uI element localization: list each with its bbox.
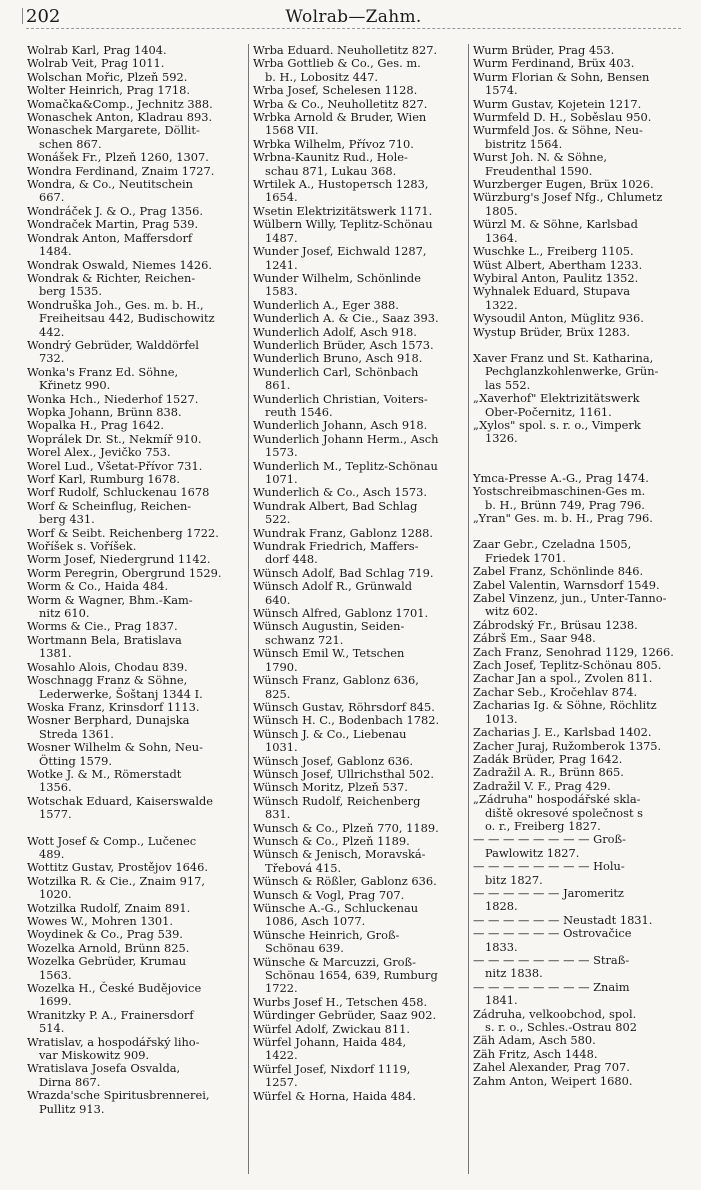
directory-entry: Zadražil A. R., Brünn 865.	[473, 765, 624, 780]
directory-entry-continuation: 1071.	[265, 472, 298, 486]
directory-entry: Wunsch & Co., Plzeň 770, 1189.	[253, 820, 439, 835]
directory-entry: Wyhnalek Eduard, Stupava	[473, 284, 630, 299]
directory-entry-continuation: Křinetz 990.	[39, 378, 111, 393]
directory-entry: Wotke J. & M., Römerstadt	[27, 766, 182, 781]
directory-entry-continuation: schen 867.	[39, 136, 102, 151]
directory-entry: — — — — — — — — Straß-	[473, 953, 630, 967]
directory-entry: Wunderlich M., Teplitz-Schönau	[253, 458, 438, 473]
directory-entry: Wüst Albert, Abertham 1233.	[473, 257, 643, 272]
directory-entry: Wunsch & Vogl, Prag 707.	[253, 887, 405, 902]
directory-entry: Wsetin Elektrizitätswerk 1171.	[253, 203, 433, 218]
directory-entry: Wondruška Joh., Ges. m. b. H.,	[27, 297, 204, 312]
directory-entry: Wrba Gottlieb & Co., Ges. m.	[253, 56, 421, 71]
column-right	[468, 44, 697, 1174]
directory-entry: Würfel & Horna, Haida 484.	[253, 1088, 417, 1103]
directory-entry: Worm & Co., Haida 484.	[27, 579, 169, 594]
directory-entry: Zaar Gebr., Czeladna 1505,	[473, 537, 632, 552]
directory-entry: Ymca-Presse A.-G., Prag 1474.	[473, 470, 649, 485]
directory-entry: „Xylos" spol. s. r. o., Vimperk	[473, 417, 641, 432]
directory-entry: Wünsch Josef, Ullrichsthal 502.	[253, 766, 435, 781]
directory-entry-continuation: nitz 1838.	[485, 966, 543, 981]
directory-entry-continuation: berg 431.	[39, 512, 95, 527]
directory-entry: Yostschreibmaschinen-Ges m.	[473, 484, 646, 499]
directory-entry-continuation: 1828.	[485, 899, 518, 914]
directory-entry: Zachar Seb., Kročehlav 874.	[473, 684, 638, 699]
directory-entry: Wundrak Friedrich, Maffers-	[253, 539, 419, 554]
directory-entry: Zacharias Ig. & Söhne, Röchlitz	[473, 698, 657, 713]
directory-entry: Wosner Berphard, Dunajska	[27, 713, 190, 728]
directory-entry: — — — — — — — — Znaim	[473, 979, 630, 994]
directory-entry-continuation: 1654.	[265, 190, 298, 205]
directory-entry: Wondra, & Co., Neutitschein	[27, 177, 194, 192]
directory-entry-continuation: Třebová 415.	[265, 860, 342, 875]
directory-entry: Wosner Wilhelm & Sohn, Neu-	[27, 740, 203, 755]
directory-entry: Wonka Hch., Niederhof 1527.	[27, 391, 199, 406]
directory-entry: Woschnagg Franz & Söhne,	[27, 673, 188, 688]
directory-entry: Zacher Juraj, Ružomberok 1375.	[473, 738, 662, 753]
directory-entry-continuation: var Miskowitz 909.	[39, 1048, 150, 1063]
directory-entry: Zádruha, velkoobchod, spol.	[473, 1006, 637, 1021]
directory-entry-continuation: 825.	[265, 686, 291, 701]
directory-entry: Wondrak Oswald, Niemes 1426.	[27, 257, 213, 272]
column-middle	[248, 44, 467, 1174]
directory-entry: Wünsch Moritz, Plzeň 537.	[253, 780, 408, 795]
directory-entry: Zach Franz, Senohrad 1129, 1266.	[473, 644, 674, 659]
directory-entry: Wrazda'sche Spiritusbrennerei,	[27, 1088, 210, 1103]
directory-entry: Woydinek & Co., Prag 539.	[27, 927, 183, 942]
directory-entry: Wünsch Adolf R., Grünwald	[253, 579, 413, 594]
directory-entry-continuation: b. H., Brünn 749, Prag 796.	[485, 497, 645, 512]
directory-entry: Würzl M. & Söhne, Karlsbad	[473, 217, 638, 232]
directory-entry-continuation: 831.	[265, 807, 291, 822]
directory-entry: — — — — — — — — Holu-	[473, 859, 625, 874]
section-gap	[473, 459, 697, 472]
directory-entry: Wülbern Willy, Teplitz-Schönau	[253, 217, 433, 232]
directory-entry-continuation: 514.	[39, 1021, 65, 1036]
directory-entry: Woska Franz, Krinsdorf 1113.	[27, 699, 200, 714]
directory-entry-continuation: 1020.	[39, 887, 72, 902]
directory-entry: Wunder Josef, Eichwald 1287,	[253, 244, 427, 259]
directory-entry-continuation: Friedek 1701.	[485, 550, 566, 565]
directory-entry: Wondrý Gebrüder, Walddörfel	[27, 337, 199, 352]
directory-entry: Wrtilek A., Hustopeтsch 1283,	[253, 177, 429, 192]
directory-entry-continuation: b. H., Lobositz 447.	[265, 69, 378, 84]
directory-entry-continuation: 1484.	[39, 244, 72, 259]
directory-entry: Wundrak Franz, Gablonz 1288.	[253, 525, 433, 540]
directory-entry: Zabel Valentin, Warnsdorf 1549.	[473, 577, 660, 592]
directory-entry: Wottitz Gustav, Prostějov 1646.	[27, 860, 208, 875]
directory-entry: Worel Alex., Jevičko 753.	[27, 445, 171, 460]
page-header	[26, 6, 681, 29]
directory-entry: Wolrab Veit, Prag 1011.	[27, 56, 165, 71]
directory-entry-continuation: 489.	[39, 846, 65, 861]
directory-entry: Wondra Ferdinand, Znaim 1727.	[27, 163, 215, 178]
directory-entry-continuation: Lederwerke, Šoštanj 1344 I.	[39, 686, 203, 701]
directory-entry: Wunderlich Bruno, Asch 918.	[253, 351, 423, 366]
directory-entry: Wopka Johann, Brünn 838.	[27, 404, 182, 419]
page-title: Wolrab—Zahm.	[285, 7, 422, 27]
directory-entry: Worf & Scheinflug, Reichen-	[27, 498, 192, 513]
directory-entry: Wünsche & Marcuzzi, Groß-	[253, 954, 416, 969]
directory-entry-continuation: 1241.	[265, 257, 298, 272]
page-number: 202	[26, 6, 61, 27]
section-gap	[27, 822, 243, 835]
directory-entry-continuation: 1356.	[39, 780, 72, 795]
directory-entry-continuation: 442.	[39, 324, 65, 339]
directory-entry: Wunder Wilhelm, Schönlinde	[253, 270, 421, 285]
directory-entry: Wolschan Mořic, Plzeň 592.	[27, 69, 188, 84]
directory-entry: Zäh Adam, Asch 580.	[473, 1033, 596, 1048]
directory-entry-continuation: schau 871, Lukau 368.	[265, 163, 397, 178]
directory-entry: Wolter Heinrich, Prag 1718.	[27, 83, 190, 98]
directory-entry: Wunderlich A., Eger 388.	[253, 297, 399, 312]
directory-entry-continuation: 861.	[265, 378, 291, 393]
directory-entry-continuation: 732.	[39, 351, 65, 366]
directory-entry: Worm & Wagner, Bhm.-Kam-	[27, 592, 193, 607]
directory-entry-continuation: Pullitz 913.	[39, 1101, 105, 1116]
directory-entry: Wotschak Eduard, Kaiserswalde	[27, 793, 213, 808]
directory-entry: Wurbs Josef H., Tetschen 458.	[253, 994, 428, 1009]
directory-entry-continuation: 1257.	[265, 1075, 298, 1090]
directory-entry-continuation: 1381.	[39, 646, 72, 661]
directory-entry: Wonášek Fr., Plzeň 1260, 1307.	[27, 150, 209, 165]
directory-entry: Zabel Vinzenz, jun., Unter-Tanno-	[473, 591, 667, 606]
directory-entry: Wuschke L., Freiberg 1105.	[473, 244, 634, 259]
directory-entry: Wurst Joh. N. & Söhne,	[473, 150, 608, 165]
directory-entry: Zabel Franz, Schönlinde 846.	[473, 564, 644, 579]
directory-entry-continuation: 1722.	[265, 981, 298, 996]
directory-entry-continuation: 1568 VII.	[265, 123, 319, 138]
directory-entry: Wrbka Wilhelm, Přívoz 710.	[253, 136, 414, 151]
directory-entry: Wunderlich Johann Herm., Asch	[253, 431, 439, 446]
directory-entry-continuation: 1790.	[265, 659, 298, 674]
directory-entry: Zadražil V. F., Prag 429.	[473, 778, 611, 793]
directory-entry: — — — — — — Jaromeritz	[473, 885, 624, 900]
directory-entry: Woříšek s. Voříšek.	[27, 539, 137, 554]
directory-entry: Wott Josef & Comp., Lučenec	[27, 833, 197, 848]
directory-entry: Wünsch Alfred, Gablonz 1701.	[253, 606, 429, 621]
directory-entry: Xaver Franz und St. Katharina,	[473, 350, 654, 365]
directory-entry: Wortmann Bela, Bratislava	[27, 632, 182, 647]
directory-entry: Wranitzky P. A., Frainersdorf	[27, 1007, 194, 1022]
directory-entry: Wünsch & Jenisch, Moravská-	[253, 847, 426, 862]
directory-entry-continuation: 1841.	[485, 993, 518, 1008]
directory-entry-continuation: witz 602.	[485, 604, 538, 619]
directory-entry: Wünsch Josef, Gablonz 636.	[253, 753, 414, 768]
directory-entry: Würfel Johann, Haida 484,	[253, 1035, 407, 1050]
directory-entry-continuation: o. r., Freiberg 1827.	[485, 818, 601, 833]
directory-entry-continuation: 667.	[39, 190, 65, 205]
directory-entry-continuation: reuth 1546.	[265, 404, 333, 419]
directory-entry: Worm Peregrin, Obergrund 1529.	[27, 565, 222, 580]
directory-entry: Wurm Ferdinand, Brüx 403.	[473, 56, 635, 71]
directory-entry-continuation: berg 1535.	[39, 284, 102, 299]
directory-entry: Wratislav, a hospodářský liho-	[27, 1034, 200, 1049]
directory-entry: Worm Josef, Niedergrund 1142.	[27, 552, 211, 567]
directory-entry-continuation: 1322.	[485, 297, 518, 312]
directory-entry: Zahel Alexander, Prag 707.	[473, 1060, 630, 1075]
directory-entry-continuation: las 552.	[485, 377, 531, 392]
directory-entry: Wrbka Arnold & Bruder, Wien	[253, 110, 427, 125]
directory-entry-continuation: bitz 1827.	[485, 872, 543, 887]
directory-entry-continuation: 1573.	[265, 445, 298, 460]
directory-entry: Wünsch J. & Co., Liebenau	[253, 726, 407, 741]
directory-entry: Worel Lud., Všetat-Přívor 731.	[27, 458, 203, 473]
directory-entry: Wurm Gustav, Kojetein 1217.	[473, 96, 642, 111]
directory-entry: Wonaschek Margarete, Döllit-	[27, 123, 200, 138]
column-left	[27, 44, 243, 1174]
directory-entry: Wunderlich Adolf, Asch 918.	[253, 324, 417, 339]
directory-entry-continuation: diště okresové společnost s	[485, 805, 644, 820]
directory-entry: Wunderlich Carl, Schönbach	[253, 364, 419, 379]
directory-entry-continuation: schwanz 721.	[265, 632, 344, 647]
directory-entry: Wünsch Augustin, Seiden-	[253, 619, 405, 634]
directory-entry: Wundrak Albert, Bad Schlag	[253, 498, 418, 513]
directory-entry-continuation: 1577.	[39, 807, 72, 822]
directory-entry: Wonka's Franz Ed. Söhne,	[27, 364, 179, 379]
directory-entry: Wünsche A.-G., Schluckenau	[253, 901, 419, 915]
directory-entry: Wunderlich A. & Cie., Saaz 393.	[253, 311, 439, 326]
directory-entry: Zadák Brüder, Prag 1642.	[473, 751, 623, 766]
directory-entry: Wurm Brüder, Prag 453.	[473, 44, 615, 57]
directory-entry: Wystup Brüder, Brüx 1283.	[473, 324, 630, 339]
directory-entry: Wolrab Karl, Prag 1404.	[27, 44, 167, 57]
directory-entry: Zachar Jan a spol., Zvolen 811.	[473, 671, 653, 686]
directory-entry-continuation: Ober-Počernitz, 1161.	[485, 404, 612, 419]
directory-entry: Zach Josef, Teplitz-Schönau 805.	[473, 658, 662, 673]
directory-entry-continuation: 1583.	[265, 284, 298, 299]
directory-entry: Wunderlich Christian, Voiters-	[253, 391, 428, 406]
section-gap	[473, 446, 697, 459]
directory-entry: Wondrak Anton, Maffersdorf	[27, 230, 193, 245]
directory-entry: Wünsch & Rößler, Gablonz 636.	[253, 874, 437, 889]
directory-entry-continuation: nitz 610.	[39, 606, 90, 621]
directory-entry-continuation: 1422.	[265, 1048, 298, 1063]
directory-entry: Wozelka H., České Budějovice	[27, 981, 202, 996]
directory-entry-continuation: 1563.	[39, 967, 72, 982]
directory-entry: Worms & Cie., Prag 1837.	[27, 619, 178, 634]
directory-entry: Wurzberger Eugen, Brüx 1026.	[473, 177, 654, 192]
directory-entry: Womačka&Comp., Jechnitz 388.	[27, 96, 213, 111]
directory-entry: Wysoudil Anton, Müglitz 936.	[473, 311, 644, 326]
directory-entry-continuation: 1364.	[485, 230, 518, 245]
directory-entry: Wurmfeld D. H., Soběslau 950.	[473, 110, 652, 125]
directory-entry: Wonaschek Anton, Kladrau 893.	[27, 110, 213, 125]
directory-entry: Wozelka Arnold, Brünn 825.	[27, 940, 190, 955]
directory-entry: Wybiral Anton, Paulitz 1352.	[473, 270, 639, 285]
directory-entry-continuation: 1031.	[265, 740, 298, 755]
directory-entry-continuation: Schönau 1654, 639, Rumburg	[265, 968, 438, 983]
directory-entry: Zahm Anton, Weipert 1680.	[473, 1073, 633, 1088]
directory-entry: Zábrš Em., Saar 948.	[473, 631, 596, 646]
directory-entry: Wozelka Gebrüder, Krumau	[27, 954, 187, 969]
directory-entry-continuation: 1487.	[265, 230, 298, 245]
directory-entry-continuation: Schönau 639.	[265, 941, 344, 956]
directory-entry: Zacharias J. E., Karlsbad 1402.	[473, 725, 652, 740]
directory-entry-continuation: bistritz 1564.	[485, 136, 563, 151]
directory-entry-continuation: 1699.	[39, 994, 72, 1009]
directory-entry: „Xaverhof" Elektrizitätswerk	[473, 391, 640, 406]
directory-entry: — — — — — — Neustadt 1831.	[473, 912, 653, 927]
directory-entry: Wünsch Gustav, Röhrsdorf 845.	[253, 699, 435, 714]
directory-entry: Wotzilka Rudolf, Znaim 891.	[27, 900, 191, 915]
directory-entry: Wratislava Josefa Osvalda,	[27, 1061, 181, 1076]
directory-entry-continuation: Pechglanzkohlenwerke, Grün-	[485, 364, 659, 379]
directory-entry: Wrba Josef, Schelesen 1128.	[253, 83, 418, 98]
directory-entry: Wosahlo Alois, Chodau 839.	[27, 659, 188, 674]
directory-entry: Wunsch & Co., Plzeň 1189.	[253, 833, 410, 848]
directory-entry: Würfel Adolf, Zwickau 811.	[253, 1021, 411, 1036]
directory-entry: Zäh Fritz, Asch 1448.	[473, 1046, 598, 1061]
directory-entry-continuation: s. r. o., Schles.-Ostrau 802	[485, 1020, 637, 1035]
directory-entry: „Zádruha" hospodářské skla-	[473, 792, 641, 807]
directory-entry: Wotzilka R. & Cie., Znaim 917,	[27, 873, 205, 888]
directory-entry: Wünsch H. C., Bodenbach 1782.	[253, 713, 440, 728]
directory-entry-continuation: dorf 448.	[265, 552, 318, 567]
directory-entry: — — — — — — Ostrovačice	[473, 926, 632, 941]
directory-entry: Würfel Josef, Nixdorf 1119,	[253, 1061, 411, 1076]
directory-entry-continuation: Streda 1361.	[39, 726, 114, 741]
directory-entry: Wondráček J. & O., Prag 1356.	[27, 203, 203, 218]
directory-entry: Wrbna-Kaunitz Rud., Hole-	[253, 150, 408, 165]
directory-entry: Wunderlich Brüder, Asch 1573.	[253, 337, 434, 352]
directory-entry: Wunderlich & Co., Asch 1573.	[253, 485, 428, 500]
directory-entry-continuation: 1833.	[485, 939, 518, 954]
directory-entry-continuation: 1013.	[485, 711, 518, 726]
directory-columns	[27, 44, 697, 1174]
directory-entry: Wünsch Emil W., Tetschen	[253, 646, 405, 661]
directory-entry-continuation: 1086, Asch 1077.	[265, 914, 366, 929]
directory-entry: Wondraček Martin, Prag 539.	[27, 217, 199, 232]
directory-entry-continuation: 1574.	[485, 83, 518, 98]
directory-entry-continuation: Dirna 867.	[39, 1074, 101, 1089]
directory-entry: Worf Rudolf, Schluckenau 1678	[27, 485, 210, 500]
section-gap	[473, 339, 697, 352]
directory-entry: Wowes W., Mohren 1301.	[27, 914, 173, 928]
directory-entry: Zábrodský Fr., Brüsau 1238.	[473, 617, 638, 632]
directory-entry: Wurm Florian & Sohn, Bensen	[473, 69, 650, 84]
directory-entry: Wurmfeld Jos. & Söhne, Neu-	[473, 123, 643, 138]
directory-entry: Wünsch Franz, Gablonz 636,	[253, 673, 419, 688]
directory-entry-continuation: Freudenthal 1590.	[485, 163, 593, 178]
directory-entry: Woprálek Dr. St., Nekmíř 910.	[27, 431, 202, 446]
directory-entry: Wrba Eduard. Neuholletitz 827.	[253, 44, 438, 57]
directory-entry: Worf Karl, Rumburg 1678.	[27, 472, 181, 486]
directory-entry: — — — — — — — — Groß-	[473, 832, 626, 847]
directory-entry: Würdinger Gebrüder, Saaz 902.	[253, 1008, 437, 1023]
directory-entry: Wopalka H., Prag 1642.	[27, 418, 165, 433]
directory-entry: Wünsche Heinrich, Groß-	[253, 927, 400, 942]
directory-entry: Worf & Seibt. Reichenberg 1722.	[27, 525, 219, 540]
directory-entry: Wrba & Co., Neuholletitz 827.	[253, 96, 428, 111]
directory-entry: Wondrak & Richter, Reichen-	[27, 270, 196, 285]
directory-entry-continuation: Freiheitsau 442, Budischowitz	[39, 311, 215, 326]
directory-entry-continuation: 640.	[265, 592, 291, 607]
directory-entry-continuation: 522.	[265, 512, 291, 527]
directory-entry-continuation: Pawlowitz 1827.	[485, 845, 580, 860]
directory-entry: Wünsch Adolf, Bad Schlag 719.	[253, 565, 434, 580]
directory-entry: Wunderlich Johann, Asch 918.	[253, 418, 428, 433]
directory-entry-continuation: 1805.	[485, 203, 518, 218]
directory-entry-continuation: 1326.	[485, 431, 518, 446]
directory-entry-continuation: Ötting 1579.	[39, 753, 112, 768]
directory-entry: Würzburg's Josef Nfg., Chlumetz	[473, 190, 663, 205]
directory-entry: Wünsch Rudolf, Reichenberg	[253, 793, 421, 808]
directory-entry: „Yran" Ges. m. b. H., Prag 796.	[473, 511, 653, 525]
